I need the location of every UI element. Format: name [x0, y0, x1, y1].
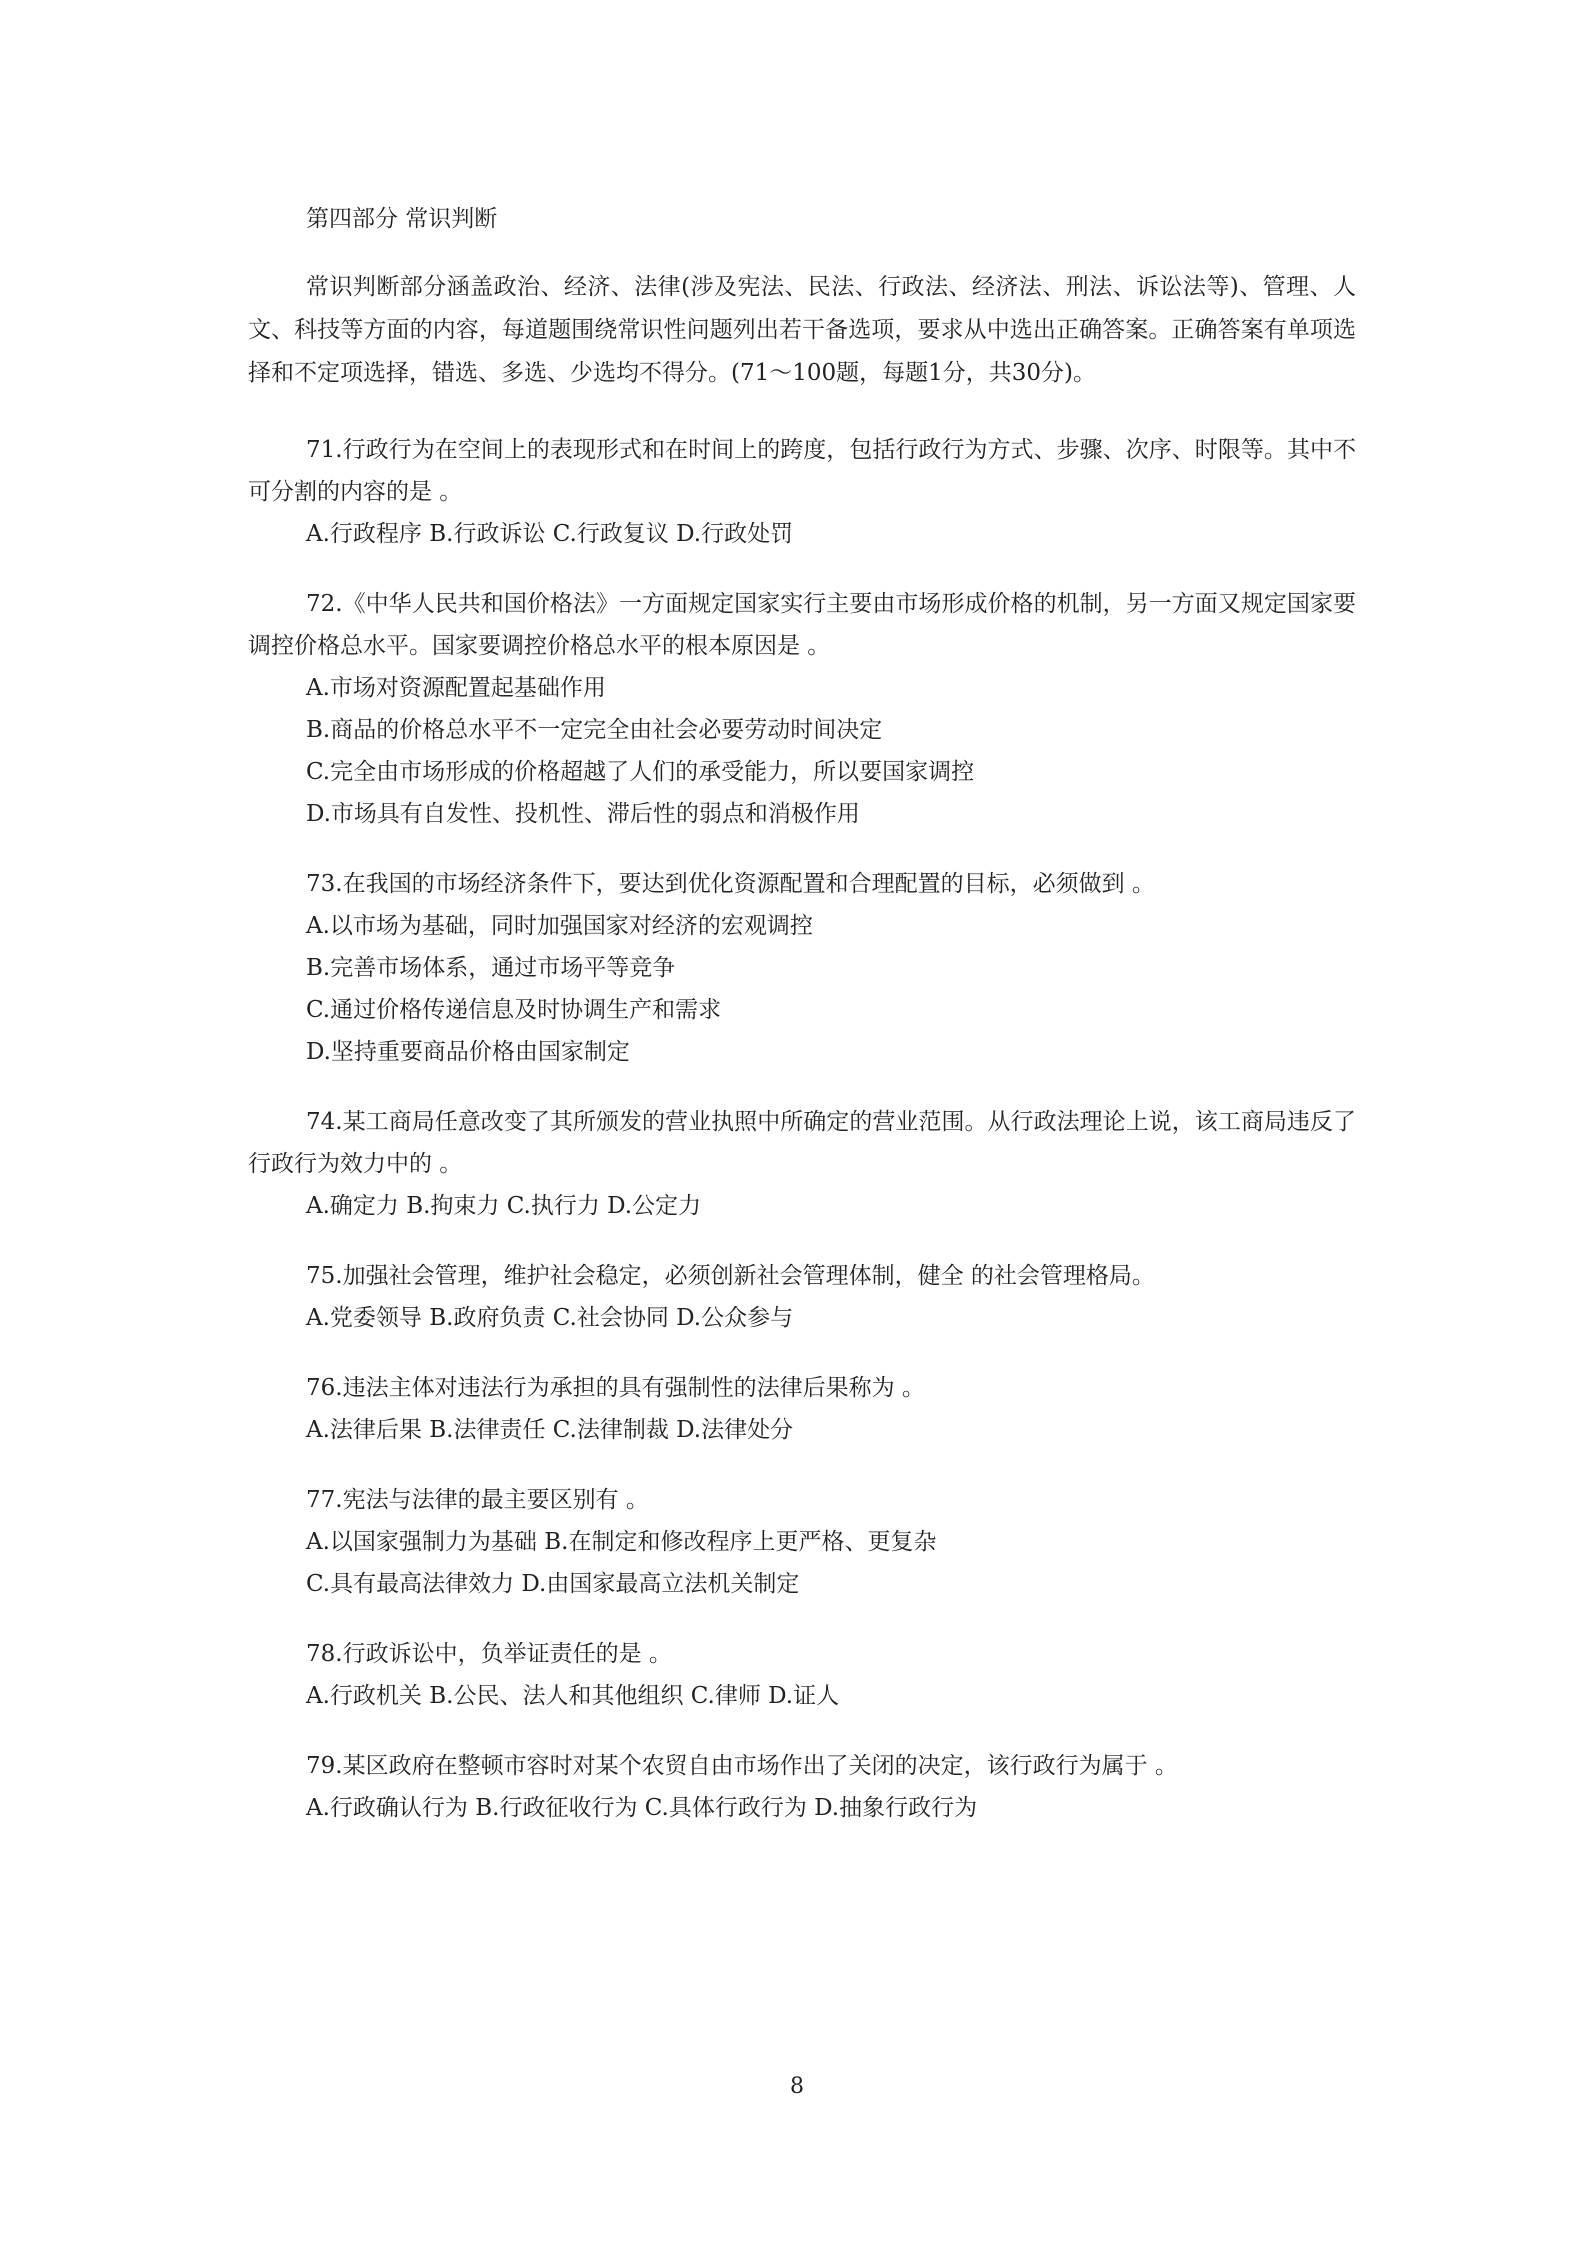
question-options: A.以市场为基础，同时加强国家对经济的宏观调控 [306, 913, 813, 939]
question-options: C.具有最高法律效力 D.由国家最高立法机关制定 [306, 1571, 800, 1597]
question-item [248, 1479, 1356, 1605]
section-intro: 常识判断部分涵盖政治、经济、法律(涉及宪法、民法、行政法、经济法、刑法、诉讼法等)、管理、人文、科技等方面的内容，每道题围绕常识性问题列出若干备选项，要求从中选出正确答案。正确答案有单项选择和不定项选择，错选、多选、少选均不得分。(71～100题，每题1分，共30分)。 [248, 274, 1356, 386]
question-options: D.市场具有自发性、投机性、滞后性的弱点和消极作用 [306, 801, 860, 827]
question-options: B.商品的价格总水平不一定完全由社会必要劳动时间决定 [306, 717, 883, 743]
question-stem: 73.在我国的市场经济条件下，要达到优化资源配置和合理配置的目标，必须做到 。 [306, 871, 1155, 897]
question-options: A.法律后果 B.法律责任 C.法律制裁 D.法律处分 [306, 1417, 794, 1443]
question-stem: 71.行政行为在空间上的表现形式和在时间上的跨度，包括行政行为方式、步骤、次序、时限等。其中不可分割的内容的是 。 [248, 437, 1356, 505]
question-options: A.行政机关 B.公民、法人和其他组织 C.律师 D.证人 [306, 1683, 840, 1709]
question-options: A.行政程序 B.行政诉讼 C.行政复议 D.行政处罚 [306, 521, 794, 547]
question-stem: 78.行政诉讼中，负举证责任的是 。 [306, 1641, 672, 1667]
question-options: A.市场对资源配置起基础作用 [306, 675, 606, 701]
question-stem: 75.加强社会管理，维护社会稳定，必须创新社会管理体制，健全 的社会管理格局。 [306, 1263, 1155, 1289]
question-item [248, 1367, 1356, 1451]
question-options: A.党委领导 B.政府负责 C.社会协同 D.公众参与 [306, 1305, 794, 1331]
question-options: A.行政确认行为 B.行政征收行为 C.具体行政行为 D.抽象行政行为 [306, 1795, 978, 1821]
question-options: A.确定力 B.拘束力 C.执行力 D.公定力 [306, 1193, 702, 1219]
question-item [248, 1745, 1356, 1829]
question-options: B.完善市场体系，通过市场平等竞争 [306, 955, 676, 981]
question-options: A.以国家强制力为基础 B.在制定和修改程序上更严格、更复杂 [306, 1529, 937, 1555]
question-stem: 77.宪法与法律的最主要区别有 。 [306, 1487, 649, 1513]
question-item [248, 1633, 1356, 1717]
page-number: 8 [790, 2074, 804, 2099]
question-item [248, 1101, 1356, 1227]
question-stem: 72.《中华人民共和国价格法》一方面规定国家实行主要由市场形成价格的机制，另一方面又规定国家要调控价格总水平。国家要调控价格总水平的根本原因是 。 [248, 591, 1356, 659]
question-item [248, 863, 1356, 1073]
question-stem: 79.某区政府在整顿市容时对某个农贸自由市场作出了关闭的决定，该行政行为属于 。 [306, 1753, 1178, 1779]
question-list [248, 429, 1356, 1829]
question-options: D.坚持重要商品价格由国家制定 [306, 1039, 630, 1065]
question-stem: 76.违法主体对违法行为承担的具有强制性的法律后果称为 。 [306, 1375, 925, 1401]
question-options: C.通过价格传递信息及时协调生产和需求 [306, 997, 722, 1023]
question-item [248, 583, 1356, 835]
question-stem: 74.某工商局任意改变了其所颁发的营业执照中所确定的营业范围。从行政法理论上说，该工商局违反了行政行为效力中的 。 [248, 1109, 1356, 1177]
question-item [248, 429, 1356, 555]
question-item [248, 1255, 1356, 1339]
section-title: 第四部分 常识判断 [306, 206, 498, 232]
page-content [248, 198, 1356, 1857]
question-options: C.完全由市场形成的价格超越了人们的承受能力，所以要国家调控 [306, 759, 975, 785]
